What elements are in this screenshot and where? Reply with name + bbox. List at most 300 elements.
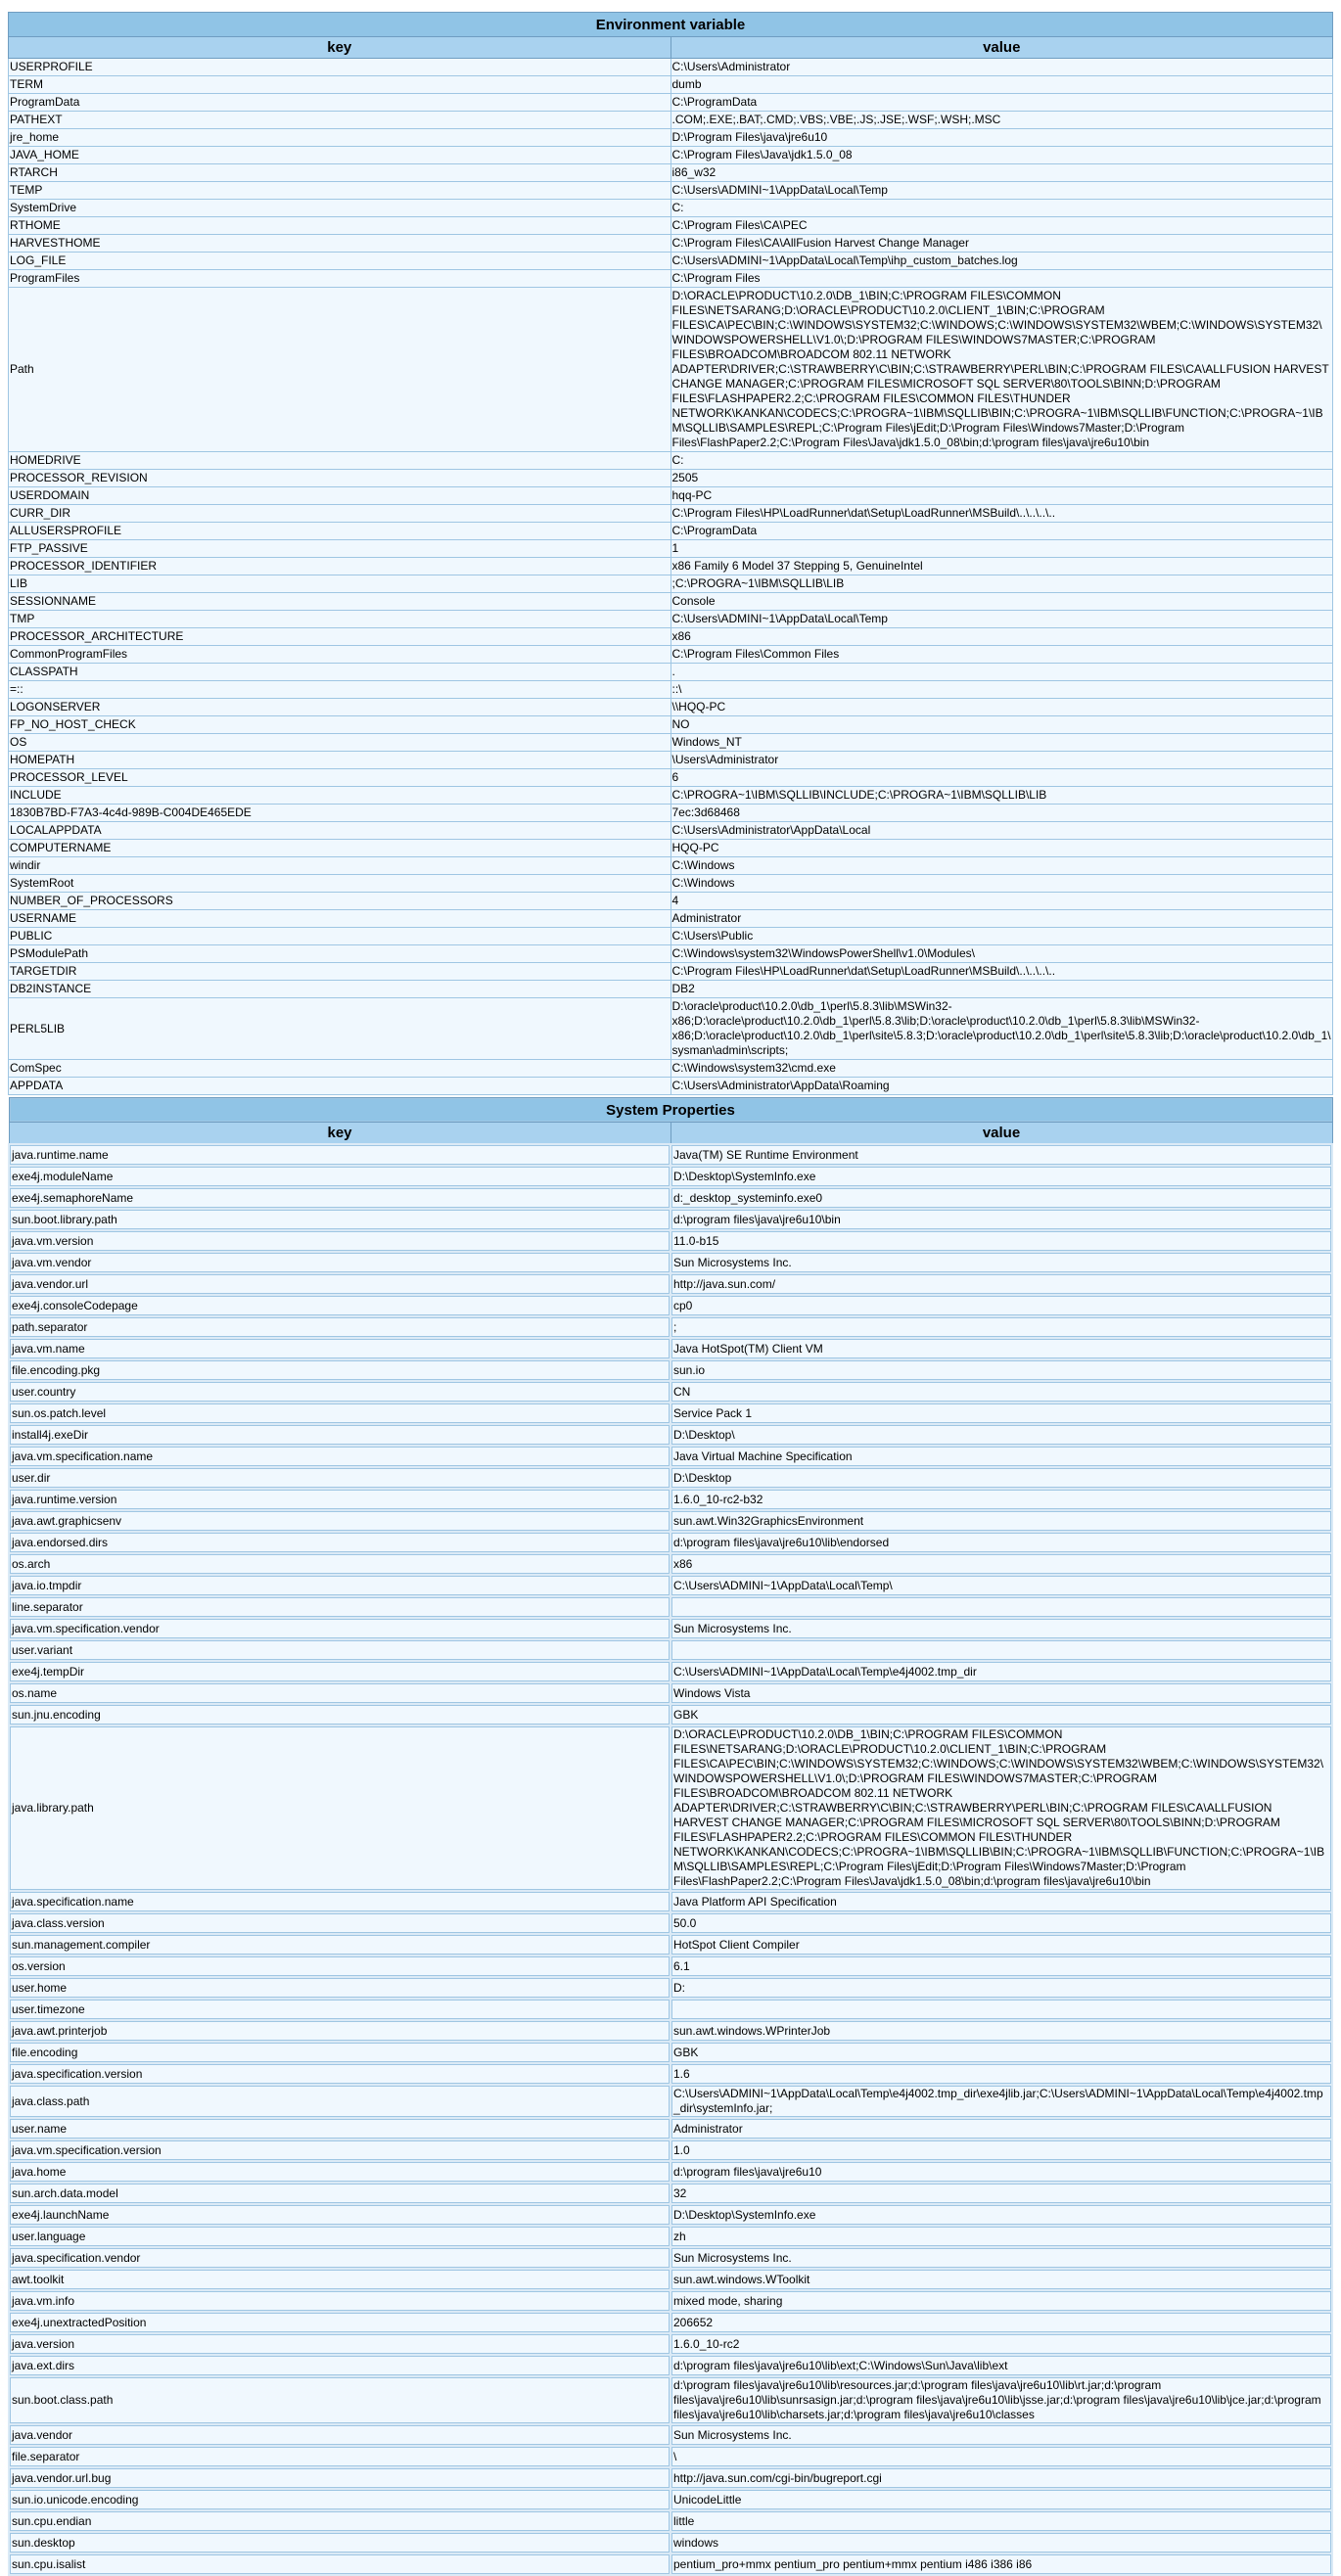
- env-value-cell: Console: [670, 593, 1333, 611]
- sys-key-cell: exe4j.semaphoreName: [9, 1187, 670, 1209]
- env-value-cell: i86_w32: [670, 164, 1333, 182]
- sys-value-cell: UnicodeLittle: [670, 2489, 1332, 2510]
- env-table-row: [9, 840, 1333, 857]
- sys-key-cell: user.name: [9, 2118, 670, 2139]
- env-value-cell: ;C:\PROGRA~1\IBM\SQLLIB\LIB: [670, 575, 1333, 593]
- sys-value-cell: Administrator: [670, 2118, 1332, 2139]
- sys-value-cell: D:\Desktop\SystemInfo.exe: [670, 2204, 1332, 2226]
- sys-value-cell: 1.0: [670, 2139, 1332, 2161]
- sys-table-row: [9, 2467, 1332, 2489]
- sys-value-cell: Sun Microsystems Inc.: [670, 2247, 1332, 2269]
- sys-key-cell: os.version: [9, 1955, 670, 1977]
- env-value-cell: C:\Program Files\HP\LoadRunner\dat\Setup\LoadRunner\MSBuild\..\..\..\..: [670, 505, 1333, 523]
- sys-key-cell: file.encoding.pkg: [9, 1359, 670, 1381]
- env-key-cell: ProgramFiles: [9, 270, 671, 288]
- env-table-row: [9, 681, 1333, 699]
- sys-table-row: [9, 1532, 1332, 1553]
- env-value-cell: C:\Users\ADMINI~1\AppData\Local\Temp: [670, 611, 1333, 628]
- env-table-row: [9, 910, 1333, 928]
- env-table-row: [9, 270, 1333, 288]
- env-key-cell: SystemDrive: [9, 200, 671, 217]
- sys-table-row: [9, 2532, 1332, 2553]
- sys-value-cell: 32: [670, 2183, 1332, 2204]
- env-value-cell: C:\Program Files\CA\PEC: [670, 217, 1333, 235]
- sys-value-cell: \: [670, 2446, 1332, 2467]
- sys-key-header: key: [9, 1123, 670, 1145]
- env-table-row: [9, 217, 1333, 235]
- sys-table-row: [9, 1316, 1332, 1338]
- sys-key-cell: sun.management.compiler: [9, 1934, 670, 1955]
- sys-key-cell: java.vm.specification.version: [9, 2139, 670, 2161]
- env-table-row: [9, 59, 1333, 76]
- env-key-cell: PROCESSOR_LEVEL: [9, 769, 671, 787]
- env-key-cell: PERL5LIB: [9, 998, 671, 1060]
- env-value-cell: C:\Windows: [670, 857, 1333, 875]
- sys-value-cell: 50.0: [670, 1912, 1332, 1934]
- sys-table-row: [9, 2139, 1332, 2161]
- sys-key-cell: file.encoding: [9, 2042, 670, 2063]
- env-table-row: [9, 752, 1333, 769]
- sys-key-cell: java.version: [9, 2333, 670, 2355]
- env-key-cell: NUMBER_OF_PROCESSORS: [9, 893, 671, 910]
- sys-table-row: [9, 2247, 1332, 2269]
- sys-key-cell: file.separator: [9, 2446, 670, 2467]
- sys-table-row: [9, 1999, 1332, 2020]
- sys-value-cell: windows: [670, 2532, 1332, 2553]
- env-key-cell: TARGETDIR: [9, 963, 671, 981]
- sys-value-cell: Windows Vista: [670, 1682, 1332, 1704]
- env-value-cell: HQQ-PC: [670, 840, 1333, 857]
- env-table-row: [9, 716, 1333, 734]
- env-table-row: [9, 769, 1333, 787]
- sys-table-row: [9, 1618, 1332, 1639]
- env-table-row: [9, 505, 1333, 523]
- sys-key-cell: java.vm.specification.vendor: [9, 1618, 670, 1639]
- env-key-cell: HOMEDRIVE: [9, 452, 671, 470]
- env-value-cell: 1: [670, 540, 1333, 558]
- sys-value-cell: Sun Microsystems Inc.: [670, 1252, 1332, 1273]
- sys-table-row: [9, 1166, 1332, 1187]
- env-table-row: [9, 805, 1333, 822]
- env-key-cell: =::: [9, 681, 671, 699]
- env-value-cell: DB2: [670, 981, 1333, 998]
- sys-value-cell: D:\Desktop\: [670, 1424, 1332, 1446]
- sys-value-cell: Service Pack 1: [670, 1403, 1332, 1424]
- sys-table-row: [9, 1252, 1332, 1273]
- env-table-row: [9, 76, 1333, 94]
- env-key-cell: PATHEXT: [9, 112, 671, 129]
- sys-value-cell: [670, 1999, 1332, 2020]
- env-table-row: [9, 540, 1333, 558]
- sys-table-row: [9, 1704, 1332, 1725]
- sys-value-cell: D:\ORACLE\PRODUCT\10.2.0\DB_1\BIN;C:\PROGRAM FILES\COMMON FILES\NETSARANG;D:\ORACLE\PRODUCT\10.2.0\CLIENT_1\BIN;C:\PROGRAM FILES\CA\PEC\BIN;C:\WINDOWS\SYSTEM32;C:\WINDOWS;C:\WINDOWS\SYSTEM32\WBEM;C:\WINDOWS\SYSTEM32\WINDOWSPOWERSHELL\V1.0\;D:\PROGRAM FILES\WINDOWS7MASTER;C:\PROGRAM FILES\BROADCOM\BROADCOM 802.11 NETWORK ADAPTER\DRIVER;C:\STRAWBERRY\C\BIN;C:\STRAWBERRY\PERL\BIN;C:\PROGRAM FILES\CA\ALLFUSION HARVEST CHANGE MANAGER;C:\PROGRAM FILES\MICROSOFT SQL SERVER\80\TOOLS\BINN;D:\PROGRAM FILES\FLASHPAPER2.2;C:\PROGRAM FILES\COMMON FILES\THUNDER NETWORK\KANKAN\CODECS;C:\PROGRA~1\IBM\SQLLIB\BIN;C:\PROGRA~1\IBM\SQLLIB\FUNCTION;C:\PROGRA~1\IBM\SQLLIB\SAMPLES\REPL;C:\Program Files\jEdit;D:\Program Files\Windows7Master;D:\Program Files\FlashPaper2.2;C:\Program Files\Java\jdk1.5.0_08\bin;d:\program files\java\jre6u10\bin: [670, 1725, 1332, 1891]
- sys-table-row: [9, 1209, 1332, 1230]
- env-key-cell: 1830B7BD-F7A3-4c4d-989B-C004DE465EDE: [9, 805, 671, 822]
- env-table-row: [9, 164, 1333, 182]
- sys-key-cell: java.specification.version: [9, 2063, 670, 2085]
- env-key-cell: LOG_FILE: [9, 253, 671, 270]
- env-value-cell: C:\Program Files: [670, 270, 1333, 288]
- sys-key-cell: sun.cpu.isalist: [9, 2553, 670, 2575]
- sys-table-row: [9, 1682, 1332, 1704]
- sys-key-cell: sun.desktop: [9, 2532, 670, 2553]
- env-key-cell: FTP_PASSIVE: [9, 540, 671, 558]
- env-key-cell: DB2INSTANCE: [9, 981, 671, 998]
- env-value-cell: C:\Windows\system32\WindowsPowerShell\v1.0\Modules\: [670, 945, 1333, 963]
- sys-table-row: [9, 2424, 1332, 2446]
- sys-value-cell: little: [670, 2510, 1332, 2532]
- env-value-cell: dumb: [670, 76, 1333, 94]
- env-key-cell: PROCESSOR_REVISION: [9, 470, 671, 487]
- sys-key-cell: exe4j.launchName: [9, 2204, 670, 2226]
- sys-table-row: [9, 2085, 1332, 2118]
- env-value-cell: D:\oracle\product\10.2.0\db_1\perl\5.8.3\lib\MSWin32-x86;D:\oracle\product\10.2.0\db_1\perl\5.8.3\lib;D:\oracle\product\10.2.0\db_1\perl\5.8.3\lib\MSWin32-x86;D:\oracle\product\10.2.0\db_1\perl\site\5.8.3;D:\oracle\product\10.2.0\db_1\perl\site\5.8.3\lib;D:\oracle\product\10.2.0\db_1\sysman\admin\scripts;: [670, 998, 1333, 1060]
- env-key-cell: JAVA_HOME: [9, 147, 671, 164]
- env-table-row: [9, 147, 1333, 164]
- sys-value-cell: d:\program files\java\jre6u10\bin: [670, 1209, 1332, 1230]
- env-table-row: [9, 253, 1333, 270]
- sys-key-cell: sun.cpu.endian: [9, 2510, 670, 2532]
- sys-key-cell: java.runtime.name: [9, 1144, 670, 1166]
- env-key-cell: RTARCH: [9, 164, 671, 182]
- sys-value-cell: sun.awt.windows.WPrinterJob: [670, 2020, 1332, 2042]
- env-key-cell: PSModulePath: [9, 945, 671, 963]
- sys-key-cell: java.io.tmpdir: [9, 1575, 670, 1596]
- env-value-cell: Administrator: [670, 910, 1333, 928]
- sys-table-row: [9, 1446, 1332, 1467]
- system-properties-table: [8, 1097, 1333, 2576]
- env-table-row: [9, 1060, 1333, 1078]
- env-value-cell: x86 Family 6 Model 37 Stepping 5, GenuineIntel: [670, 558, 1333, 575]
- env-key-cell: INCLUDE: [9, 787, 671, 805]
- env-key-cell: TEMP: [9, 182, 671, 200]
- env-table-row: [9, 857, 1333, 875]
- sys-table-row: [9, 1187, 1332, 1209]
- sys-table-row: [9, 1381, 1332, 1403]
- sys-key-cell: java.specification.vendor: [9, 2247, 670, 2269]
- sys-table-row: [9, 2446, 1332, 2467]
- env-value-cell: 6: [670, 769, 1333, 787]
- sys-table-row: [9, 1424, 1332, 1446]
- env-value-cell: C:\Users\ADMINI~1\AppData\Local\Temp\ihp_custom_batches.log: [670, 253, 1333, 270]
- env-value-cell: Windows_NT: [670, 734, 1333, 752]
- sys-table-row: [9, 1359, 1332, 1381]
- sys-table-row: [9, 2063, 1332, 2085]
- sys-value-cell: pentium_pro+mmx pentium_pro pentium+mmx pentium i486 i386 i86: [670, 2553, 1332, 2575]
- env-key-cell: LOCALAPPDATA: [9, 822, 671, 840]
- sys-table-row: [9, 1891, 1332, 1912]
- sys-table-row: [9, 2204, 1332, 2226]
- sys-key-cell: java.runtime.version: [9, 1489, 670, 1510]
- sys-value-cell: Sun Microsystems Inc.: [670, 1618, 1332, 1639]
- env-table-row: [9, 734, 1333, 752]
- sys-table-row: [9, 1489, 1332, 1510]
- env-value-cell: C:\Program Files\Java\jdk1.5.0_08: [670, 147, 1333, 164]
- sys-key-cell: user.language: [9, 2226, 670, 2247]
- sys-key-cell: java.vendor.url.bug: [9, 2467, 670, 2489]
- env-key-cell: ALLUSERSPROFILE: [9, 523, 671, 540]
- env-value-cell: C:\ProgramData: [670, 523, 1333, 540]
- sys-value-cell: Java Platform API Specification: [670, 1891, 1332, 1912]
- sys-key-cell: java.specification.name: [9, 1891, 670, 1912]
- sys-table-row: [9, 2042, 1332, 2063]
- sys-table-row: [9, 2333, 1332, 2355]
- env-key-cell: HOMEPATH: [9, 752, 671, 769]
- sys-value-cell: C:\Users\ADMINI~1\AppData\Local\Temp\e4j4002.tmp_dir: [670, 1661, 1332, 1682]
- sys-table-row: [9, 1955, 1332, 1977]
- sys-value-cell: d:\program files\java\jre6u10\lib\resources.jar;d:\program files\java\jre6u10\lib\rt.jar;d:\program files\java\jre6u10\lib\sunrsasign.jar;d:\program files\java\jre6u10\lib\jsse.jar;d:\program files\java\jre6u10\lib\jce.jar;d:\program files\java\jre6u10\lib\charsets.jar;d:\program files\java\jre6u10\classes: [670, 2376, 1332, 2424]
- sys-value-cell: D:: [670, 1977, 1332, 1999]
- sys-table-row: [9, 1230, 1332, 1252]
- sys-value-cell: C:\Users\ADMINI~1\AppData\Local\Temp\e4j4002.tmp_dir\exe4jlib.jar;C:\Users\ADMINI~1\AppData\Local\Temp\e4j4002.tmp_dir\systemInfo.jar;: [670, 2085, 1332, 2118]
- sys-key-cell: java.class.path: [9, 2085, 670, 2118]
- sys-value-cell: D:\Desktop: [670, 1467, 1332, 1489]
- env-table-row: [9, 288, 1333, 452]
- env-key-cell: RTHOME: [9, 217, 671, 235]
- sys-value-header: value: [670, 1123, 1332, 1145]
- sys-key-cell: user.country: [9, 1381, 670, 1403]
- env-key-cell: HARVESTHOME: [9, 235, 671, 253]
- env-table-row: [9, 945, 1333, 963]
- sys-table-row: [9, 1639, 1332, 1661]
- env-value-cell: .: [670, 664, 1333, 681]
- env-table-row: [9, 822, 1333, 840]
- env-table-row: [9, 129, 1333, 147]
- sys-table-body: [9, 1144, 1332, 2575]
- sys-table-row: [9, 2183, 1332, 2204]
- sys-table-row: [9, 1553, 1332, 1575]
- sys-key-cell: java.endorsed.dirs: [9, 1532, 670, 1553]
- sys-key-cell: java.vm.name: [9, 1338, 670, 1359]
- sys-value-cell: sun.awt.Win32GraphicsEnvironment: [670, 1510, 1332, 1532]
- env-value-cell: D:\ORACLE\PRODUCT\10.2.0\DB_1\BIN;C:\PROGRAM FILES\COMMON FILES\NETSARANG;D:\ORACLE\PRODUCT\10.2.0\CLIENT_1\BIN;C:\PROGRAM FILES\CA\PEC\BIN;C:\WINDOWS\SYSTEM32;C:\WINDOWS;C:\WINDOWS\SYSTEM32\WBEM;C:\WINDOWS\SYSTEM32\WINDOWSPOWERSHELL\V1.0\;D:\PROGRAM FILES\WINDOWS7MASTER;C:\PROGRAM FILES\BROADCOM\BROADCOM 802.11 NETWORK ADAPTER\DRIVER;C:\STRAWBERRY\C\BIN;C:\STRAWBERRY\PERL\BIN;C:\PROGRAM FILES\CA\ALLFUSION HARVEST CHANGE MANAGER;C:\PROGRAM FILES\MICROSOFT SQL SERVER\80\TOOLS\BINN;D:\PROGRAM FILES\FLASHPAPER2.2;C:\PROGRAM FILES\COMMON FILES\THUNDER NETWORK\KANKAN\CODECS;C:\PROGRA~1\IBM\SQLLIB\BIN;C:\PROGRA~1\IBM\SQLLIB\FUNCTION;C:\PROGRA~1\IBM\SQLLIB\SAMPLES\REPL;C:\Program Files\jEdit;D:\Program Files\Windows7Master;D:\Program Files\FlashPaper2.2;C:\Program Files\Java\jdk1.5.0_08\bin;d:\program files\java\jre6u10\bin: [670, 288, 1333, 452]
- sys-value-cell: d:_desktop_systeminfo.exe0: [670, 1187, 1332, 1209]
- sys-value-cell: d:\program files\java\jre6u10\lib\ext;C:\Windows\Sun\Java\lib\ext: [670, 2355, 1332, 2376]
- sys-table-row: [9, 2312, 1332, 2333]
- sys-value-cell: zh: [670, 2226, 1332, 2247]
- env-key-cell: PROCESSOR_ARCHITECTURE: [9, 628, 671, 646]
- env-table-row: [9, 1078, 1333, 1095]
- sys-value-cell: Java HotSpot(TM) Client VM: [670, 1338, 1332, 1359]
- env-key-header: key: [9, 37, 671, 59]
- env-key-cell: CommonProgramFiles: [9, 646, 671, 664]
- env-value-cell: C:\Windows\system32\cmd.exe: [670, 1060, 1333, 1078]
- sys-table-row: [9, 2118, 1332, 2139]
- sys-table-row: [9, 1977, 1332, 1999]
- sys-key-cell: sun.os.patch.level: [9, 1403, 670, 1424]
- sys-key-cell: awt.toolkit: [9, 2269, 670, 2290]
- sys-value-cell: x86: [670, 1553, 1332, 1575]
- sys-table-row: [9, 2290, 1332, 2312]
- env-table-row: [9, 487, 1333, 505]
- sys-key-cell: user.timezone: [9, 1999, 670, 2020]
- env-value-cell: C:\ProgramData: [670, 94, 1333, 112]
- env-key-cell: ComSpec: [9, 1060, 671, 1078]
- env-key-cell: jre_home: [9, 129, 671, 147]
- sys-table-row: [9, 1912, 1332, 1934]
- sys-value-cell: CN: [670, 1381, 1332, 1403]
- sys-table-row: [9, 1661, 1332, 1682]
- env-value-cell: NO: [670, 716, 1333, 734]
- sys-value-cell: cp0: [670, 1295, 1332, 1316]
- env-value-cell: C:\Users\Administrator\AppData\Local: [670, 822, 1333, 840]
- sys-value-cell: 1.6.0_10-rc2-b32: [670, 1489, 1332, 1510]
- sys-value-cell: sun.io: [670, 1359, 1332, 1381]
- sys-table-row: [9, 1467, 1332, 1489]
- sys-key-cell: java.class.version: [9, 1912, 670, 1934]
- sys-value-cell: Sun Microsystems Inc.: [670, 2424, 1332, 2446]
- sys-key-cell: exe4j.moduleName: [9, 1166, 670, 1187]
- env-value-cell: hqq-PC: [670, 487, 1333, 505]
- sys-key-cell: os.arch: [9, 1553, 670, 1575]
- sys-table-row: [9, 2553, 1332, 2575]
- env-key-cell: LOGONSERVER: [9, 699, 671, 716]
- env-value-cell: C:: [670, 452, 1333, 470]
- env-key-cell: APPDATA: [9, 1078, 671, 1095]
- env-key-cell: PUBLIC: [9, 928, 671, 945]
- sys-key-cell: java.vm.info: [9, 2290, 670, 2312]
- env-table-row: [9, 452, 1333, 470]
- env-value-cell: \Users\Administrator: [670, 752, 1333, 769]
- env-table-row: [9, 628, 1333, 646]
- sys-table-row: [9, 2020, 1332, 2042]
- env-key-cell: USERPROFILE: [9, 59, 671, 76]
- sys-key-cell: java.vendor: [9, 2424, 670, 2446]
- sys-key-cell: sun.arch.data.model: [9, 2183, 670, 2204]
- env-table-row: [9, 112, 1333, 129]
- sys-table-row: [9, 1403, 1332, 1424]
- env-key-cell: OS: [9, 734, 671, 752]
- env-key-cell: CURR_DIR: [9, 505, 671, 523]
- sys-key-cell: user.home: [9, 1977, 670, 1999]
- env-value-cell: \\HQQ-PC: [670, 699, 1333, 716]
- env-value-cell: ::\: [670, 681, 1333, 699]
- env-table-row: [9, 523, 1333, 540]
- env-value-cell: C:\Users\Administrator: [670, 59, 1333, 76]
- sys-table-row: [9, 1273, 1332, 1295]
- env-table-row: [9, 699, 1333, 716]
- sys-key-cell: java.awt.graphicsenv: [9, 1510, 670, 1532]
- sys-value-cell: ;: [670, 1316, 1332, 1338]
- sys-value-cell: 1.6: [670, 2063, 1332, 2085]
- sys-key-cell: install4j.exeDir: [9, 1424, 670, 1446]
- sys-value-cell: C:\Users\ADMINI~1\AppData\Local\Temp\: [670, 1575, 1332, 1596]
- env-table-row: [9, 664, 1333, 681]
- sys-value-cell: sun.awt.windows.WToolkit: [670, 2269, 1332, 2290]
- env-table-row: [9, 963, 1333, 981]
- env-value-cell: 2505: [670, 470, 1333, 487]
- sys-value-cell: mixed mode, sharing: [670, 2290, 1332, 2312]
- sys-key-cell: path.separator: [9, 1316, 670, 1338]
- sys-key-cell: java.home: [9, 2161, 670, 2183]
- sys-value-cell: D:\Desktop\SystemInfo.exe: [670, 1166, 1332, 1187]
- env-value-cell: C:\PROGRA~1\IBM\SQLLIB\INCLUDE;C:\PROGRA~1\IBM\SQLLIB\LIB: [670, 787, 1333, 805]
- env-value-cell: C:\Users\ADMINI~1\AppData\Local\Temp: [670, 182, 1333, 200]
- env-table-row: [9, 787, 1333, 805]
- sys-key-cell: exe4j.consoleCodepage: [9, 1295, 670, 1316]
- env-table-row: [9, 182, 1333, 200]
- sys-value-cell: http://java.sun.com/: [670, 1273, 1332, 1295]
- sys-value-cell: [670, 1596, 1332, 1618]
- env-value-cell: 4: [670, 893, 1333, 910]
- sys-key-cell: user.variant: [9, 1639, 670, 1661]
- env-value-cell: C:\Users\Public: [670, 928, 1333, 945]
- env-value-cell: D:\Program Files\java\jre6u10: [670, 129, 1333, 147]
- sys-table-row: [9, 2161, 1332, 2183]
- sys-key-cell: java.vm.version: [9, 1230, 670, 1252]
- env-table-row: [9, 981, 1333, 998]
- env-key-cell: USERNAME: [9, 910, 671, 928]
- env-key-cell: windir: [9, 857, 671, 875]
- env-table-row: [9, 235, 1333, 253]
- env-key-cell: ProgramData: [9, 94, 671, 112]
- sys-table-row: [9, 2226, 1332, 2247]
- environment-table-title: Environment variable: [9, 13, 1333, 37]
- sys-key-cell: java.vm.specification.name: [9, 1446, 670, 1467]
- sys-table-row: [9, 1144, 1332, 1166]
- env-value-cell: C:\Users\Administrator\AppData\Roaming: [670, 1078, 1333, 1095]
- sys-value-cell: 1.6.0_10-rc2: [670, 2333, 1332, 2355]
- sys-table-row: [9, 1575, 1332, 1596]
- env-key-cell: USERDOMAIN: [9, 487, 671, 505]
- env-table-row: [9, 893, 1333, 910]
- env-key-cell: CLASSPATH: [9, 664, 671, 681]
- sys-key-cell: line.separator: [9, 1596, 670, 1618]
- env-value-cell: C:\Windows: [670, 875, 1333, 893]
- sys-key-cell: sun.jnu.encoding: [9, 1704, 670, 1725]
- env-table-row: [9, 646, 1333, 664]
- sys-value-cell: Java(TM) SE Runtime Environment: [670, 1144, 1332, 1166]
- env-key-cell: TERM: [9, 76, 671, 94]
- sys-key-cell: os.name: [9, 1682, 670, 1704]
- env-table-row: [9, 928, 1333, 945]
- env-table-row: [9, 575, 1333, 593]
- env-value-cell: .COM;.EXE;.BAT;.CMD;.VBS;.VBE;.JS;.JSE;.WSF;.WSH;.MSC: [670, 112, 1333, 129]
- sys-table-row: [9, 2355, 1332, 2376]
- env-key-cell: Path: [9, 288, 671, 452]
- env-table-body: [9, 59, 1333, 1095]
- env-table-row: [9, 593, 1333, 611]
- env-value-cell: C:: [670, 200, 1333, 217]
- env-table-row: [9, 558, 1333, 575]
- env-value-cell: 7ec:3d68468: [670, 805, 1333, 822]
- sys-value-cell: d:\program files\java\jre6u10\lib\endorsed: [670, 1532, 1332, 1553]
- sys-table-row: [9, 1725, 1332, 1891]
- sys-key-cell: exe4j.tempDir: [9, 1661, 670, 1682]
- env-key-cell: PROCESSOR_IDENTIFIER: [9, 558, 671, 575]
- env-table-row: [9, 998, 1333, 1060]
- sys-key-cell: sun.io.unicode.encoding: [9, 2489, 670, 2510]
- sys-table-row: [9, 2376, 1332, 2424]
- sys-key-cell: sun.boot.library.path: [9, 1209, 670, 1230]
- env-value-cell: x86: [670, 628, 1333, 646]
- sys-table-row: [9, 1934, 1332, 1955]
- sys-table-row: [9, 1596, 1332, 1618]
- sys-value-cell: Java Virtual Machine Specification: [670, 1446, 1332, 1467]
- sys-table-row: [9, 1338, 1332, 1359]
- sys-table-row: [9, 2489, 1332, 2510]
- sys-key-cell: java.vm.vendor: [9, 1252, 670, 1273]
- sys-value-cell: 206652: [670, 2312, 1332, 2333]
- env-key-cell: SystemRoot: [9, 875, 671, 893]
- env-table-row: [9, 470, 1333, 487]
- env-value-cell: C:\Program Files\CA\AllFusion Harvest Change Manager: [670, 235, 1333, 253]
- sys-key-cell: java.awt.printerjob: [9, 2020, 670, 2042]
- sys-value-cell: d:\program files\java\jre6u10: [670, 2161, 1332, 2183]
- sys-key-cell: user.dir: [9, 1467, 670, 1489]
- env-key-cell: FP_NO_HOST_CHECK: [9, 716, 671, 734]
- sys-value-cell: 11.0-b15: [670, 1230, 1332, 1252]
